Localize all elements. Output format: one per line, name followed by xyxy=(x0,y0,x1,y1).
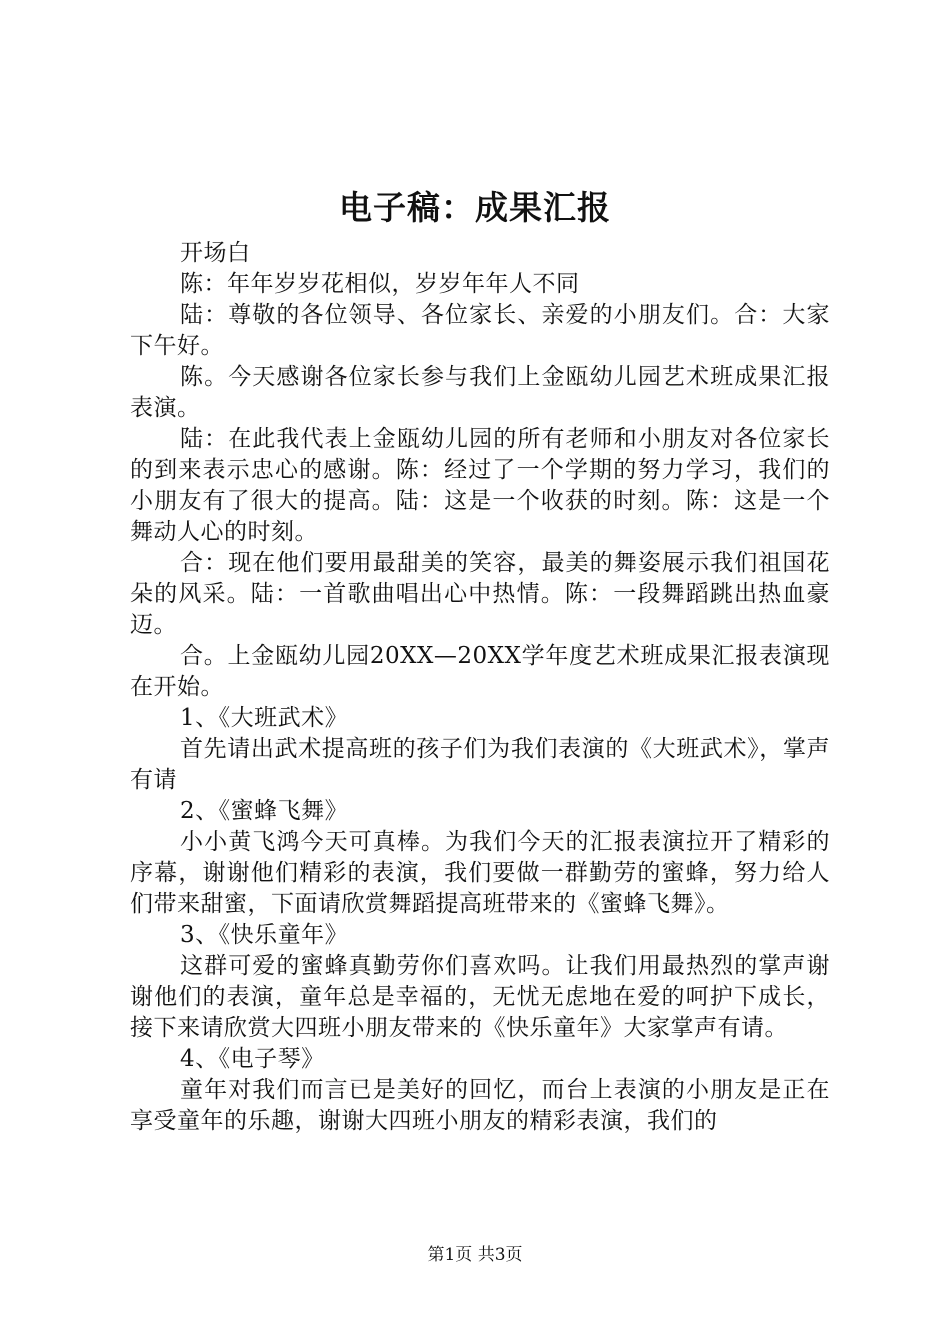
program-heading: 3、《快乐童年》 xyxy=(180,922,349,948)
paragraph: 陆：在此我代表上金瓯幼儿园的所有老师和小朋友对各位家长的到来表示忠心的感谢。陈：经过了一个学期的努力学习，我们的小朋友有了很大的提高。陆：这是一个收获的时刻。陈：这是一个舞动人心的时刻。 xyxy=(130,426,830,545)
paragraph: 陈。今天感谢各位家长参与我们上金瓯幼儿园艺术班成果汇报表演。 xyxy=(130,364,830,421)
document-body xyxy=(130,238,830,1137)
program-heading: 1、《大班武术》 xyxy=(180,705,349,731)
program-heading: 4、《电子琴》 xyxy=(180,1046,325,1072)
paragraph: 合：现在他们要用最甜美的笑容，最美的舞姿展示我们祖国花朵的风采。陆：一首歌曲唱出心中热情。陈：一段舞蹈跳出热血豪迈。 xyxy=(130,550,830,638)
paragraph: 首先请出武术提高班的孩子们为我们表演的《大班武术》，掌声有请 xyxy=(130,736,830,793)
paragraph: 陆：尊敬的各位领导、各位家长、亲爱的小朋友们。合：大家下午好。 xyxy=(130,302,830,359)
paragraph: 陈：年年岁岁花相似，岁岁年年人不同 xyxy=(180,271,580,297)
paragraph: 这群可爱的蜜蜂真勤劳你们喜欢吗。让我们用最热烈的掌声谢谢他们的表演，童年总是幸福的，无忧无虑地在爱的呵护下成长，接下来请欣赏大四班小朋友带来的《快乐童年》大家掌声有请。 xyxy=(130,953,830,1041)
paragraph: 合。上金瓯幼儿园20XX—20XX学年度艺术班成果汇报表演现在开始。 xyxy=(130,643,830,700)
document-title: 电子稿：成果汇报 xyxy=(339,188,611,227)
paragraph: 小小黄飞鸿今天可真棒。为我们今天的汇报表演拉开了精彩的序幕，谢谢他们精彩的表演，我们要做一群勤劳的蜜蜂，努力给人们带来甜蜜，下面请欣赏舞蹈提高班带来的《蜜蜂飞舞》。 xyxy=(130,829,830,917)
paragraph-opening: 开场白 xyxy=(180,240,251,266)
page-footer: 第1页 共3页 xyxy=(427,1245,523,1265)
program-heading: 2、《蜜蜂飞舞》 xyxy=(180,798,349,824)
paragraph: 童年对我们而言已是美好的回忆，而台上表演的小朋友是正在享受童年的乐趣，谢谢大四班小朋友的精彩表演，我们的 xyxy=(130,1077,830,1134)
